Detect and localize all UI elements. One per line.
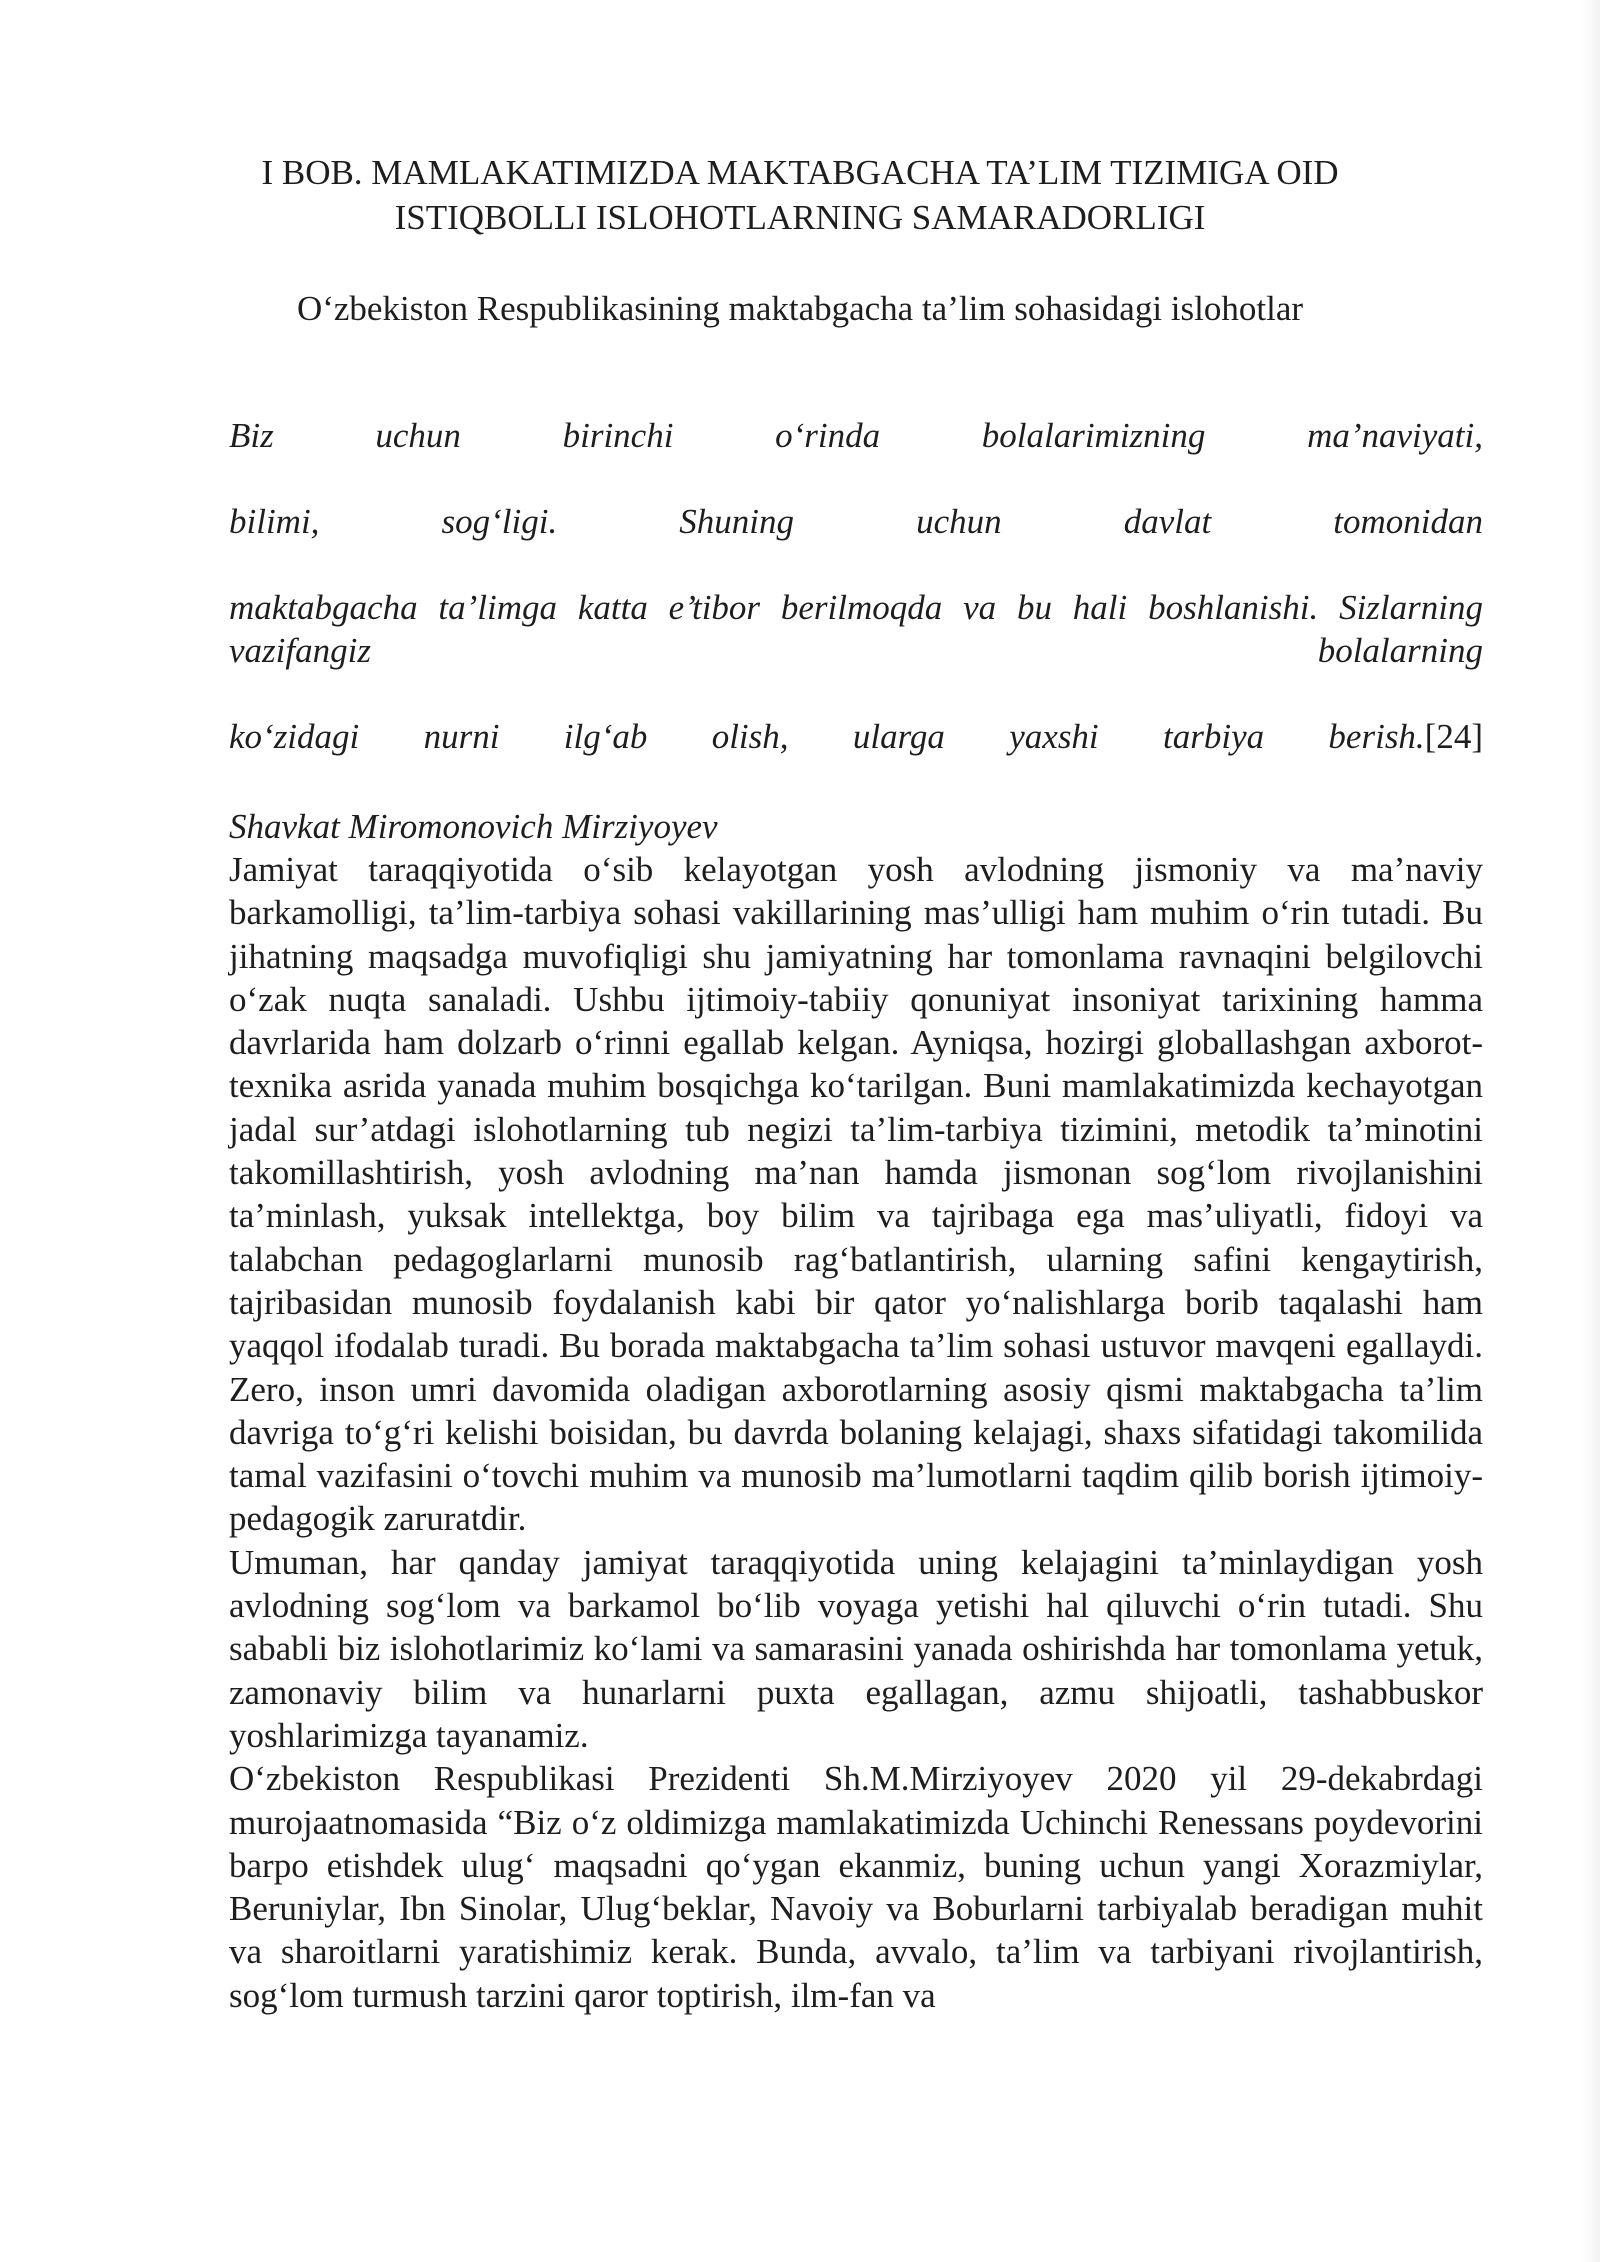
- epigraph-author: Shavkat Miromonovich Mirziyoyev: [229, 807, 718, 846]
- epigraph-line-3: maktabgacha ta’limga katta e’tibor berilmoqda va bu hali boshlanishi. Sizlarning vazifangiz bolalarning: [229, 588, 1483, 670]
- chapter-heading-line-2: ISTIQBOLLI ISLOHOTLARNING SAMARADORLIGI: [394, 198, 1206, 237]
- page-edge-shadow: [1582, 0, 1600, 2262]
- epigraph-line-4: [229, 715, 1483, 758]
- section-subheading: O‘zbekiston Respublikasining maktabgacha ta’lim sohasidagi islohotlar: [296, 289, 1304, 328]
- chapter-heading-line-1: I BOB. MAMLAKATIMIZDA MAKTABGACHA TA’LIM TIZIMIGA OID: [261, 153, 1339, 192]
- epigraph-line-2: bilimi, sog‘ligi. Shuning uchun davlat tomonidan: [229, 502, 1483, 541]
- paragraph-1: Jamiyat taraqqiyotida o‘sib kelayotgan yosh avlodning jismoniy va ma’naviy barkamolligi, ta’lim-tarbiya sohasi vakillarining mas’ulligi ham muhim o‘rin tutadi. Bu jihatning maqsadga muvofiqligi shu jamiyatning har tomonlama ravnaqini belgilovchi o‘zak nuqta sanaladi. Ushbu ijtimoiy-tabiiy qonuniyat insoniyat tarixining hamma davrlarida ham dolzarb o‘rinni egallab kelgan. Ayniqsa, hozirgi globallashgan axborot-texnika asrida yanada muhim bosqichga ko‘tarilgan. Buni mamlakatimizda kechayotgan jadal sur’atdagi islohotlarning tub negizi ta’lim-tarbiya tizimini, metodik ta’minotini takomillashtirish, yosh avlodning ma’nan hamda jismonan sog‘lom rivojlanishini ta’minlash, yuksak intellektga, boy bilim va tajribaga ega mas’uliyatli, fidoyi va talabchan pedagoglarlarni munosib rag‘batlantirish, ularning safini kengaytirish, tajribasidan munosib foydalanish kabi bir qator yo‘nalishlarga borib taqalashi ham yaqqol ifodalab turadi. Bu borada maktabgacha ta’lim sohasi ustuvor mavqeni egallaydi. Zero, inson umri davomida oladigan axborotlarning asosiy qismi maktabgacha ta’lim davriga to‘g‘ri kelishi boisidan, bu davrda bolaning kelajagi, shaxs sifatidagi takomilida tamal vazifasini o‘tovchi muhim va munosib ma’lumotlarni taqdim qilib borish ijtimoiy-pedagogik zaruratdir.: [229, 850, 1483, 1539]
- epigraph-line-4-text: ko‘zidagi nurni ilg‘ab olish, ularga yaxshi tarbiya berish.: [229, 717, 1425, 756]
- paragraph-3: O‘zbekiston Respublikasi Prezidenti Sh.M.Mirziyoyev 2020 yil 29-dekabrdagi murojaatnomasida “Biz o‘z oldimizga mamlakatimizda Uchinchi Renessans poydevorini barpo etishdek ulug‘ maqsadni qo‘ygan ekanmiz, buning uchun yangi Xorazmiylar, Beruniylar, Ibn Sinolar, Ulug‘beklar, Navoiy va Boburlarni tarbiyalab beradigan muhit va sharoitlarni yaratishimiz kerak. Bunda, avvalo, ta’lim va tarbiyani rivojlantirish, sog‘lom turmush tarzini qaror toptirish, ilm-fan va: [229, 1759, 1483, 2015]
- chapter-heading: [180, 150, 1420, 240]
- epigraph-reference: [24]: [1424, 717, 1483, 756]
- body-text: [229, 848, 1483, 2017]
- paragraph-2: Umuman, har qanday jamiyat taraqqiyotida uning kelajagini ta’minlaydigan yosh avlodning sog‘lom va barkamol bo‘lib voyaga yetishi hal qiluvchi o‘rin tutadi. Shu sababli biz islohotlarimiz ko‘lami va samarasini yanada oshirishda har tomonlama yetuk, zamonaviy bilim va hunarlarni puxta egallagan, azmu shijoatli, tashabbuskor yoshlarimizga tayanamiz.: [229, 1542, 1483, 1755]
- epigraph-line-1: Biz uchun birinchi o‘rinda bolalarimizning ma’naviyati,: [229, 416, 1483, 455]
